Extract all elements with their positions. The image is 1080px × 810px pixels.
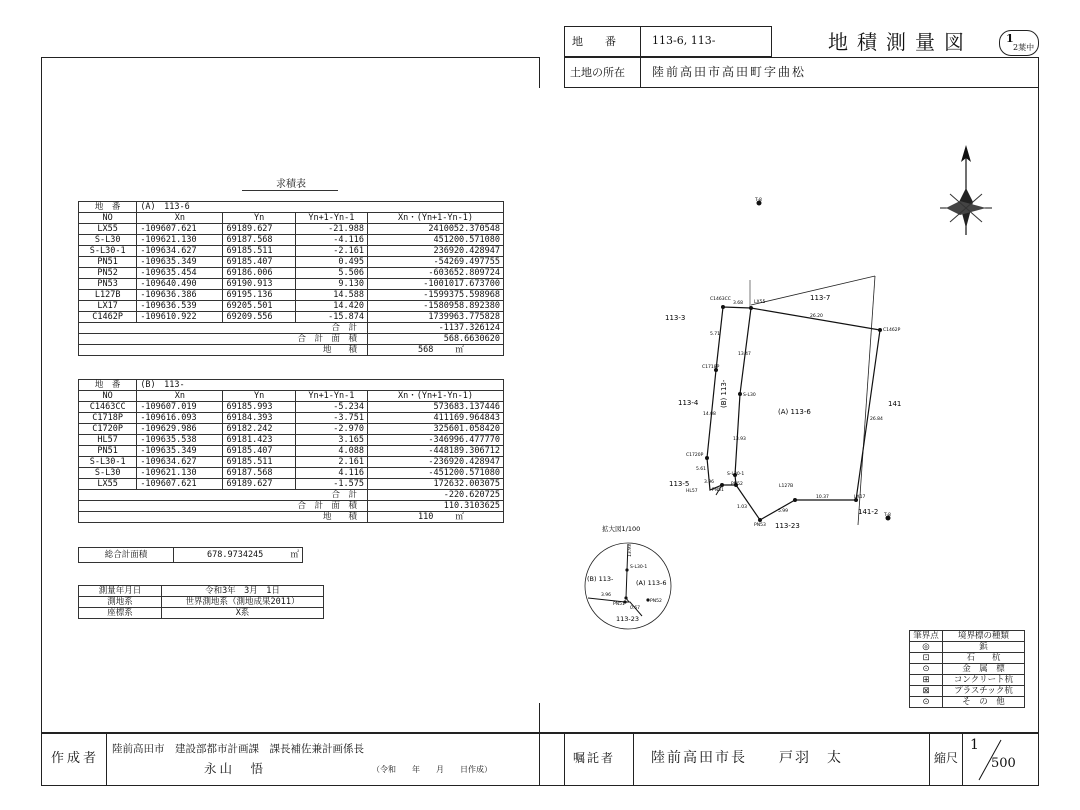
column-header: NO — [79, 391, 137, 402]
column-header: Xn・(Yn+1-Yn-1) — [367, 391, 503, 402]
table-cell: -2.970 — [295, 424, 367, 435]
table-cell: 5.506 — [295, 268, 367, 279]
pt-lx17: LX17 — [854, 495, 866, 500]
legend-label: プラスチック杭 — [943, 686, 1025, 697]
footer-div-3 — [564, 733, 565, 786]
lot-113-4: 113-4 — [678, 399, 699, 407]
survey-info-row — [79, 586, 324, 597]
table-cell: -109607.019 — [137, 402, 223, 413]
survey-info-label: 座標系 — [79, 608, 162, 619]
table-parcel-label: 地 番 — [79, 380, 137, 391]
table-cell: -448189.306712 — [367, 446, 503, 457]
footer-bar — [41, 733, 1039, 786]
legend-symbol-icon: ⊞ — [910, 675, 943, 686]
column-header: Xn — [137, 391, 223, 402]
summary-label: 地 積 — [79, 512, 368, 523]
pt-t8b: T-8 — [884, 513, 891, 518]
table-cell: -4.116 — [295, 235, 367, 246]
table-cell: 69185.407 — [223, 446, 295, 457]
table-cell: -1580958.892380 — [367, 301, 503, 312]
table-cell: -109629.986 — [137, 424, 223, 435]
table-cell: 172632.003075 — [367, 479, 503, 490]
legend-symbol-icon: ⊡ — [910, 653, 943, 664]
table-cell: -109635.349 — [137, 257, 223, 268]
table-summary-row — [79, 323, 504, 334]
table-cell: 573683.137446 — [367, 402, 503, 413]
scale-label: 縮尺 — [934, 751, 959, 765]
table-cell: -54269.497755 — [367, 257, 503, 268]
table-row — [79, 246, 504, 257]
column-header: Xn — [137, 213, 223, 224]
table-cell: S-L30 — [79, 468, 137, 479]
parcel-b-label: (B) 113- — [720, 379, 728, 408]
footer-div-1 — [106, 733, 107, 786]
legend-symbol-icon: ⊙ — [910, 697, 943, 708]
legend-table — [909, 630, 1025, 708]
column-header: Yn+1-Yn-1 — [295, 391, 367, 402]
table-cell: 69181.423 — [223, 435, 295, 446]
table-cell: 69209.556 — [223, 312, 295, 323]
summary-value-text: -220.620725 — [443, 490, 500, 500]
table-cell: -346996.477770 — [367, 435, 503, 446]
inset-title: 拡大図1/100 — [602, 525, 641, 533]
lot-113-3: 113-3 — [665, 314, 686, 322]
frame-bottom-divider — [539, 703, 540, 733]
summary-label: 合 計 — [79, 323, 368, 334]
legend-row — [910, 664, 1025, 675]
table-summary-row — [79, 334, 504, 345]
inset-dist-3-96: 3.96 — [601, 593, 612, 598]
dist-6: 13.93 — [733, 437, 746, 442]
table-row — [79, 279, 504, 290]
table-cell: 4.116 — [295, 468, 367, 479]
sheet-indicator — [999, 30, 1039, 56]
table-cell: 69184.393 — [223, 413, 295, 424]
pt-pn53: PN53 — [754, 523, 766, 528]
summary-value-text: 568 — [417, 345, 434, 355]
area-table-b — [78, 379, 504, 523]
table-cell: 236920.428947 — [367, 246, 503, 257]
table-header-row — [79, 213, 504, 224]
table-cell: 69189.627 — [223, 479, 295, 490]
parcel-value: 113-6, 113- — [652, 34, 716, 47]
legend-symbol-icon: ⊠ — [910, 686, 943, 697]
dist-10: 1.03 — [737, 505, 748, 510]
pt-lx55: LX55 — [754, 300, 766, 305]
table-cell: -109607.621 — [137, 224, 223, 235]
table-row — [79, 301, 504, 312]
dist-8: 3.96 — [704, 480, 715, 485]
table-cell: 0.495 — [295, 257, 367, 268]
summary-value — [367, 323, 503, 334]
table-parcel-value: (A) 113-6 — [137, 202, 504, 213]
legend-row — [910, 697, 1025, 708]
table-summary-row — [79, 501, 504, 512]
column-header: Xn・(Yn+1-Yn-1) — [367, 213, 503, 224]
legend-row — [910, 675, 1025, 686]
commissioner-value: 陸前高田市長 戸羽 太 — [651, 750, 843, 766]
inset-dist-0-67: 0.67 — [630, 606, 641, 611]
table-cell: 69185.511 — [223, 246, 295, 257]
summary-value — [367, 345, 503, 356]
dist-5: 14.08 — [703, 412, 716, 417]
summary-value-text: 568.6630620 — [443, 334, 500, 344]
table-cell: -15.874 — [295, 312, 367, 323]
table-cell: -451200.571080 — [367, 468, 503, 479]
lot-113-5: 113-5 — [669, 480, 690, 488]
parcel-label: 地 番 — [572, 35, 616, 48]
summary-value — [367, 501, 503, 512]
table-cell: -109635.454 — [137, 268, 223, 279]
legend-row — [910, 653, 1025, 664]
grand-total-label: 総合計面積 — [79, 548, 174, 563]
table-row — [79, 402, 504, 413]
table-cell: -109621.130 — [137, 468, 223, 479]
scale-numerator: 1 — [970, 737, 979, 753]
location-value: 陸前高田市高田町字曲松 — [652, 65, 807, 79]
dist-7: 5.61 — [696, 467, 707, 472]
table-cell: -5.234 — [295, 402, 367, 413]
frame-top-left — [41, 57, 540, 58]
table-cell: 69195.136 — [223, 290, 295, 301]
table-cell: -109636.539 — [137, 301, 223, 312]
table-cell: 2410052.370548 — [367, 224, 503, 235]
table-cell: C1462P — [79, 312, 137, 323]
page-title: 地積測量図 — [828, 30, 973, 54]
inset-113-23: 113-23 — [616, 615, 640, 623]
table-row — [79, 312, 504, 323]
table-cell: 3.165 — [295, 435, 367, 446]
survey-info-value: 令和3年 3月 1日 — [162, 586, 324, 597]
dist-11: 5.99 — [778, 509, 789, 514]
legend-symbol-icon: ◎ — [910, 642, 943, 653]
calc-title-underline — [242, 190, 338, 191]
table-cell: PN51 — [79, 257, 137, 268]
legend-label: そ の 他 — [943, 697, 1025, 708]
table-cell: LX17 — [79, 301, 137, 312]
table-cell: -1599375.598968 — [367, 290, 503, 301]
table-cell: -603652.809724 — [367, 268, 503, 279]
grand-total-table — [78, 547, 303, 563]
table-cell: -109621.130 — [137, 235, 223, 246]
table-row — [79, 224, 504, 235]
legend-header-row — [910, 631, 1025, 642]
column-header: Yn — [223, 213, 295, 224]
table-summary-row — [79, 345, 504, 356]
survey-info-label: 測量年月日 — [79, 586, 162, 597]
legend-symbol-icon: ⊙ — [910, 664, 943, 675]
table-summary-row — [79, 512, 504, 523]
table-cell: 325601.058420 — [367, 424, 503, 435]
sheet-number: 1 — [1006, 32, 1014, 45]
survey-info-table — [78, 585, 324, 619]
survey-info-value: X系 — [162, 608, 324, 619]
table-cell: S-L30-1 — [79, 457, 137, 468]
summary-value — [367, 490, 503, 501]
table-row — [79, 446, 504, 457]
parcel-a-label: (A) 113-6 — [778, 408, 811, 416]
table-cell: 69182.242 — [223, 424, 295, 435]
legend-label: 金 属 標 — [943, 664, 1025, 675]
table-parcel-label: 地 番 — [79, 202, 137, 213]
pt-c1718p: C1718P — [702, 365, 720, 370]
table-cell: LX55 — [79, 224, 137, 235]
table-cell: -109640.490 — [137, 279, 223, 290]
creator-date: （令和 年 月 日作成） — [372, 765, 492, 774]
table-cell: 451200.571080 — [367, 235, 503, 246]
table-cell: -109635.349 — [137, 446, 223, 457]
creator-label: 作成者 — [51, 751, 100, 766]
table-cell: C1718P — [79, 413, 137, 424]
survey-info-value: 世界測地系（測地成果2011） — [162, 597, 324, 608]
summary-value-text: 110.3103625 — [443, 501, 500, 511]
calc-title: 求積表 — [276, 179, 306, 190]
table-cell: -109634.627 — [137, 457, 223, 468]
survey-info-row — [79, 597, 324, 608]
north-arrow-icon — [940, 145, 992, 235]
location-label: 土地の所在 — [570, 66, 625, 79]
dist-1: 3.68 — [733, 301, 744, 306]
table-cell: PN51 — [79, 446, 137, 457]
pt-c1462p: C1462P — [883, 328, 901, 333]
table-row — [79, 290, 504, 301]
column-header: NO — [79, 213, 137, 224]
summary-label: 合 計 — [79, 490, 368, 501]
summary-value-text: 110 — [417, 512, 434, 522]
pt-hl57: HL57 — [686, 489, 698, 494]
table-cell: L127B — [79, 290, 137, 301]
inset-pt-pn51: PN51 — [613, 602, 625, 607]
grand-total-unit: ㎡ — [290, 550, 299, 560]
table-cell: 69186.006 — [223, 268, 295, 279]
dist-2: 26.20 — [810, 314, 823, 319]
table-cell: -1001017.673700 — [367, 279, 503, 290]
table-parcel-value: (B) 113- — [137, 380, 504, 391]
table-cell: -109635.538 — [137, 435, 223, 446]
table-cell: -109610.922 — [137, 312, 223, 323]
table-cell: S-L30 — [79, 235, 137, 246]
dist-4: 13.47 — [738, 352, 751, 357]
table-cell: 69187.568 — [223, 235, 295, 246]
table-cell: -109636.386 — [137, 290, 223, 301]
lot-141: 141 — [888, 400, 902, 408]
table-cell: 4.088 — [295, 446, 367, 457]
table-cell: -21.988 — [295, 224, 367, 235]
table-cell: -2.161 — [295, 246, 367, 257]
table-cell: 69205.501 — [223, 301, 295, 312]
lot-113-7: 113-7 — [810, 294, 831, 302]
table-row — [79, 468, 504, 479]
table-parcel-row — [79, 202, 504, 213]
table-cell: 69187.568 — [223, 468, 295, 479]
legend-row — [910, 642, 1025, 653]
table-row — [79, 268, 504, 279]
table-cell: 69190.913 — [223, 279, 295, 290]
table-cell: -236920.428947 — [367, 457, 503, 468]
table-cell: 1739963.775828 — [367, 312, 503, 323]
dist-12: 10.37 — [816, 495, 829, 500]
table-cell: HL57 — [79, 435, 137, 446]
creator-name: 永山 悟 — [204, 761, 267, 776]
area-unit: ㎡ — [455, 512, 464, 522]
table-cell: S-L30-1 — [79, 246, 137, 257]
pt-pn52: PN52 — [731, 482, 743, 487]
survey-info-label: 測地系 — [79, 597, 162, 608]
dist-9: 26.84 — [870, 417, 883, 422]
table-row — [79, 413, 504, 424]
table-cell: 14.588 — [295, 290, 367, 301]
survey-info-row — [79, 608, 324, 619]
table-summary-row — [79, 490, 504, 501]
table-cell: 2.161 — [295, 457, 367, 468]
pt-c1720p: C1720P — [686, 453, 704, 458]
table-cell: PN52 — [79, 268, 137, 279]
summary-value — [367, 512, 503, 523]
legend-col2: 境界標の種類 — [943, 631, 1025, 642]
dist-3: 5.71 — [710, 332, 721, 337]
table-cell: 411169.964843 — [367, 413, 503, 424]
summary-label: 地 積 — [79, 345, 368, 356]
pt-c1463cc: C1463CC — [710, 297, 731, 302]
summary-value — [367, 334, 503, 345]
legend-row — [910, 686, 1025, 697]
lot-113-23: 113-23 — [775, 522, 800, 530]
pt-l127b: L127B — [779, 484, 794, 489]
pt-sl30-1: S-L30-1 — [727, 472, 745, 477]
pt-pn51: PN51 — [712, 488, 724, 493]
inset-parcel-a: (A) 113-6 — [636, 579, 667, 587]
inset-pt-pn52: PN52 — [650, 599, 662, 604]
header-parcel-divider — [640, 26, 641, 57]
table-row — [79, 235, 504, 246]
table-row — [79, 257, 504, 268]
summary-label: 合 計 面 積 — [79, 334, 368, 345]
table-cell: -109616.093 — [137, 413, 223, 424]
footer-div-6 — [962, 733, 963, 786]
table-cell: 69185.993 — [223, 402, 295, 413]
table-parcel-row — [79, 380, 504, 391]
survey-map — [570, 140, 1010, 640]
table-header-row — [79, 391, 504, 402]
creator-org: 陸前高田市 建設部都市計画課 課長補佐兼計画係長 — [112, 743, 364, 755]
table-cell: PN53 — [79, 279, 137, 290]
footer-div-2 — [539, 733, 540, 786]
table-row — [79, 424, 504, 435]
table-row — [79, 479, 504, 490]
footer-div-4 — [633, 733, 634, 786]
table-row — [79, 457, 504, 468]
area-table-a — [78, 201, 504, 356]
area-unit: ㎡ — [455, 345, 464, 355]
lot-141-2: 141-2 — [858, 508, 879, 516]
table-cell: -109607.621 — [137, 479, 223, 490]
legend-label: 鋲 — [943, 642, 1025, 653]
legend-label: 石 杭 — [943, 653, 1025, 664]
legend-col1: 筆界点 — [910, 631, 943, 642]
pt-sl30: S-L30 — [743, 393, 756, 398]
table-cell: C1463CC — [79, 402, 137, 413]
summary-label: 合 計 面 積 — [79, 501, 368, 512]
grand-total-value: 678.9734245 — [207, 550, 264, 560]
inset-dist-13-93: 13.93 — [628, 544, 633, 557]
table-cell: 69189.627 — [223, 224, 295, 235]
inset-pt-sl30-1: S-L30-1 — [630, 565, 648, 570]
scale-denominator: 500 — [991, 756, 1016, 771]
table-cell: -1.575 — [295, 479, 367, 490]
table-cell: C1720P — [79, 424, 137, 435]
frame-mid-divider — [539, 57, 540, 88]
table-cell: 69185.407 — [223, 257, 295, 268]
table-cell: 14.420 — [295, 301, 367, 312]
pt-t8a: T-8 — [755, 198, 762, 203]
table-cell: 69185.511 — [223, 457, 295, 468]
table-cell: LX55 — [79, 479, 137, 490]
inset-parcel-b: (B) 113- — [587, 575, 614, 583]
column-header: Yn — [223, 391, 295, 402]
legend-label: コンクリート杭 — [943, 675, 1025, 686]
table-cell: 9.130 — [295, 279, 367, 290]
commissioner-label: 嘱託者 — [573, 751, 616, 765]
column-header: Yn+1-Yn-1 — [295, 213, 367, 224]
summary-value-text: -1137.326124 — [438, 323, 500, 333]
table-row — [79, 435, 504, 446]
table-cell: -109634.627 — [137, 246, 223, 257]
sheet-info: 2葉中 — [1013, 43, 1035, 52]
table-cell: -3.751 — [295, 413, 367, 424]
footer-div-5 — [929, 733, 930, 786]
